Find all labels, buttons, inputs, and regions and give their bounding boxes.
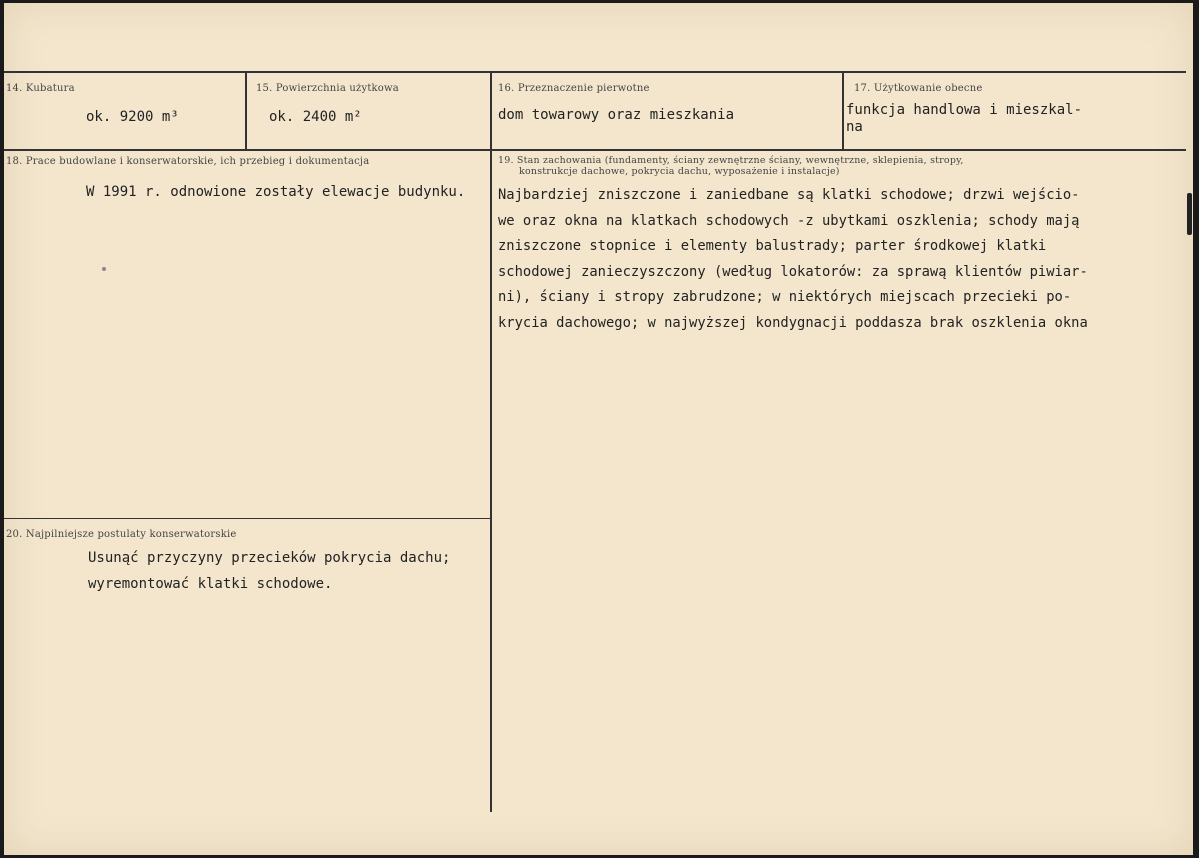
field-20-line: Usunąć przyczyny przecieków pokrycia dachu; <box>88 550 451 566</box>
field-17-label: 17. Użytkowanie obecne <box>854 83 983 94</box>
row-rule <box>4 149 1186 151</box>
field-20-text <box>88 546 450 597</box>
field-19-line: schodowej zanieczyszczony (według lokatorów: za sprawą klientów piwiar- <box>498 263 1088 280</box>
field-16-label: 16. Przeznaczenie pierwotne <box>498 83 650 94</box>
divider-15-16 <box>490 71 492 812</box>
edge-mark <box>1187 193 1192 235</box>
field-19-line: ni), ściany i stropy zabrudzone; w niektórych miejscach przecieki po- <box>498 289 1072 305</box>
field-16-value: dom towarowy oraz mieszkania <box>498 107 735 123</box>
field-18-label: 18. Prace budowlane i konserwatorskie, ich przebieg i dokumentacja <box>6 156 370 167</box>
field-19-label-line: 19. Stan zachowania (fundamenty, ściany zewnętrzne ściany, wewnętrzne, sklepienia, stropy, <box>498 155 964 166</box>
field-19-label-line: konstrukcje dachowe, pokrycia dachu, wyposażenie i instalacje) <box>519 166 840 177</box>
field-14-label: 14. Kubatura <box>6 83 75 94</box>
field-19-label <box>498 155 964 177</box>
field-17-line: na <box>846 119 863 135</box>
field-17-value <box>846 102 1082 136</box>
paper-speck <box>102 267 106 271</box>
field-14-value: ok. 9200 m³ <box>86 109 179 125</box>
field-15-value: ok. 2400 m² <box>269 109 362 125</box>
field-20-label: 20. Najpilniejsze postulaty konserwatorskie <box>6 529 237 540</box>
field-17-line: funkcja handlowa i mieszkal- <box>846 102 1083 118</box>
field-19-line: Najbardziej zniszczone i zaniedbane są klatki schodowe; drzwi wejścio- <box>498 187 1080 203</box>
field-19-line: zniszczone stopnice i elementy balustrady; parter środkowej klatki <box>498 238 1047 254</box>
top-rule <box>4 71 1186 73</box>
divider-16-17 <box>842 71 844 151</box>
section-20-rule <box>4 518 490 519</box>
record-card <box>4 3 1193 855</box>
field-18-value: W 1991 r. odnowione zostały elewacje budynku. <box>86 184 466 200</box>
field-19-line: krycia dachowego; w najwyższej kondygnacji poddasza brak oszklenia okna <box>498 314 1088 331</box>
divider-14-15 <box>245 71 247 151</box>
field-19-line: we oraz okna na klatkach schodowych -z ubytkami oszklenia; schody mają <box>498 212 1080 229</box>
field-20-line: wyremontować klatki schodowe. <box>88 575 333 592</box>
field-19-text <box>498 183 1088 336</box>
field-15-label: 15. Powierzchnia użytkowa <box>256 83 399 94</box>
